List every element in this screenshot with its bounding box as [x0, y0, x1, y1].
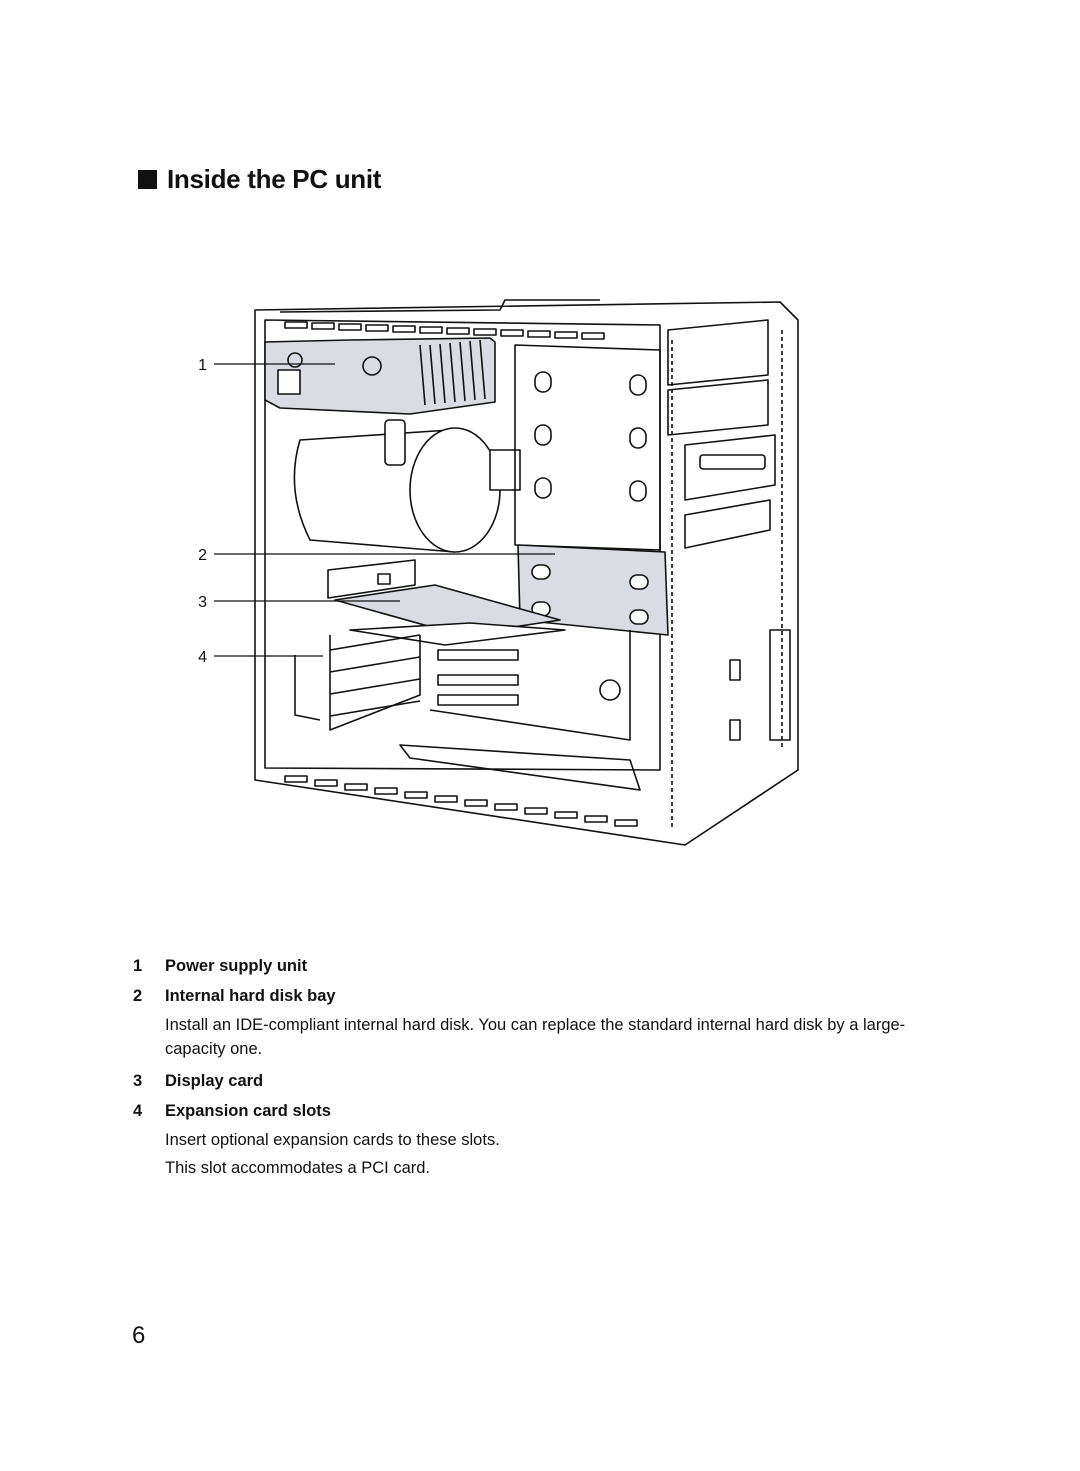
legend-item-display-card — [133, 1072, 933, 1091]
description-text: This slot accommodates a PCI card. — [165, 1159, 431, 1177]
legend-number: 2 — [133, 987, 143, 1005]
callout-number-1: 1 — [198, 357, 207, 374]
callout-number-3: 3 — [198, 594, 207, 611]
legend-description — [165, 1128, 933, 1180]
legend-label: Internal hard disk bay — [165, 987, 336, 1005]
pc-interior-diagram — [190, 290, 810, 860]
legend-label: Display card — [165, 1072, 264, 1090]
component-legend — [133, 957, 933, 1191]
legend-number: 3 — [133, 1072, 143, 1090]
filled-square-icon — [138, 170, 157, 189]
power-supply-unit — [265, 338, 495, 414]
legend-item-hard-disk-bay — [133, 987, 933, 1006]
legend-item-expansion-slots — [133, 1102, 933, 1121]
callout-number-4: 4 — [198, 649, 207, 666]
callout-number-2: 2 — [198, 547, 207, 564]
page-number: 6 — [132, 1322, 146, 1349]
description-text: Install an IDE-compliant internal hard disk. You can replace the standard internal hard disk by a large-capacity one. — [165, 1016, 906, 1058]
legend-label: Expansion card slots — [165, 1102, 331, 1120]
legend-number: 1 — [133, 957, 143, 975]
section-heading — [138, 164, 381, 195]
legend-label: Power supply unit — [165, 957, 308, 975]
page-title: Inside the PC unit — [167, 164, 382, 194]
legend-item-power-supply — [133, 957, 933, 976]
legend-number: 4 — [133, 1102, 143, 1120]
description-text: Insert optional expansion cards to these slots. — [165, 1131, 500, 1149]
legend-description — [165, 1013, 933, 1061]
